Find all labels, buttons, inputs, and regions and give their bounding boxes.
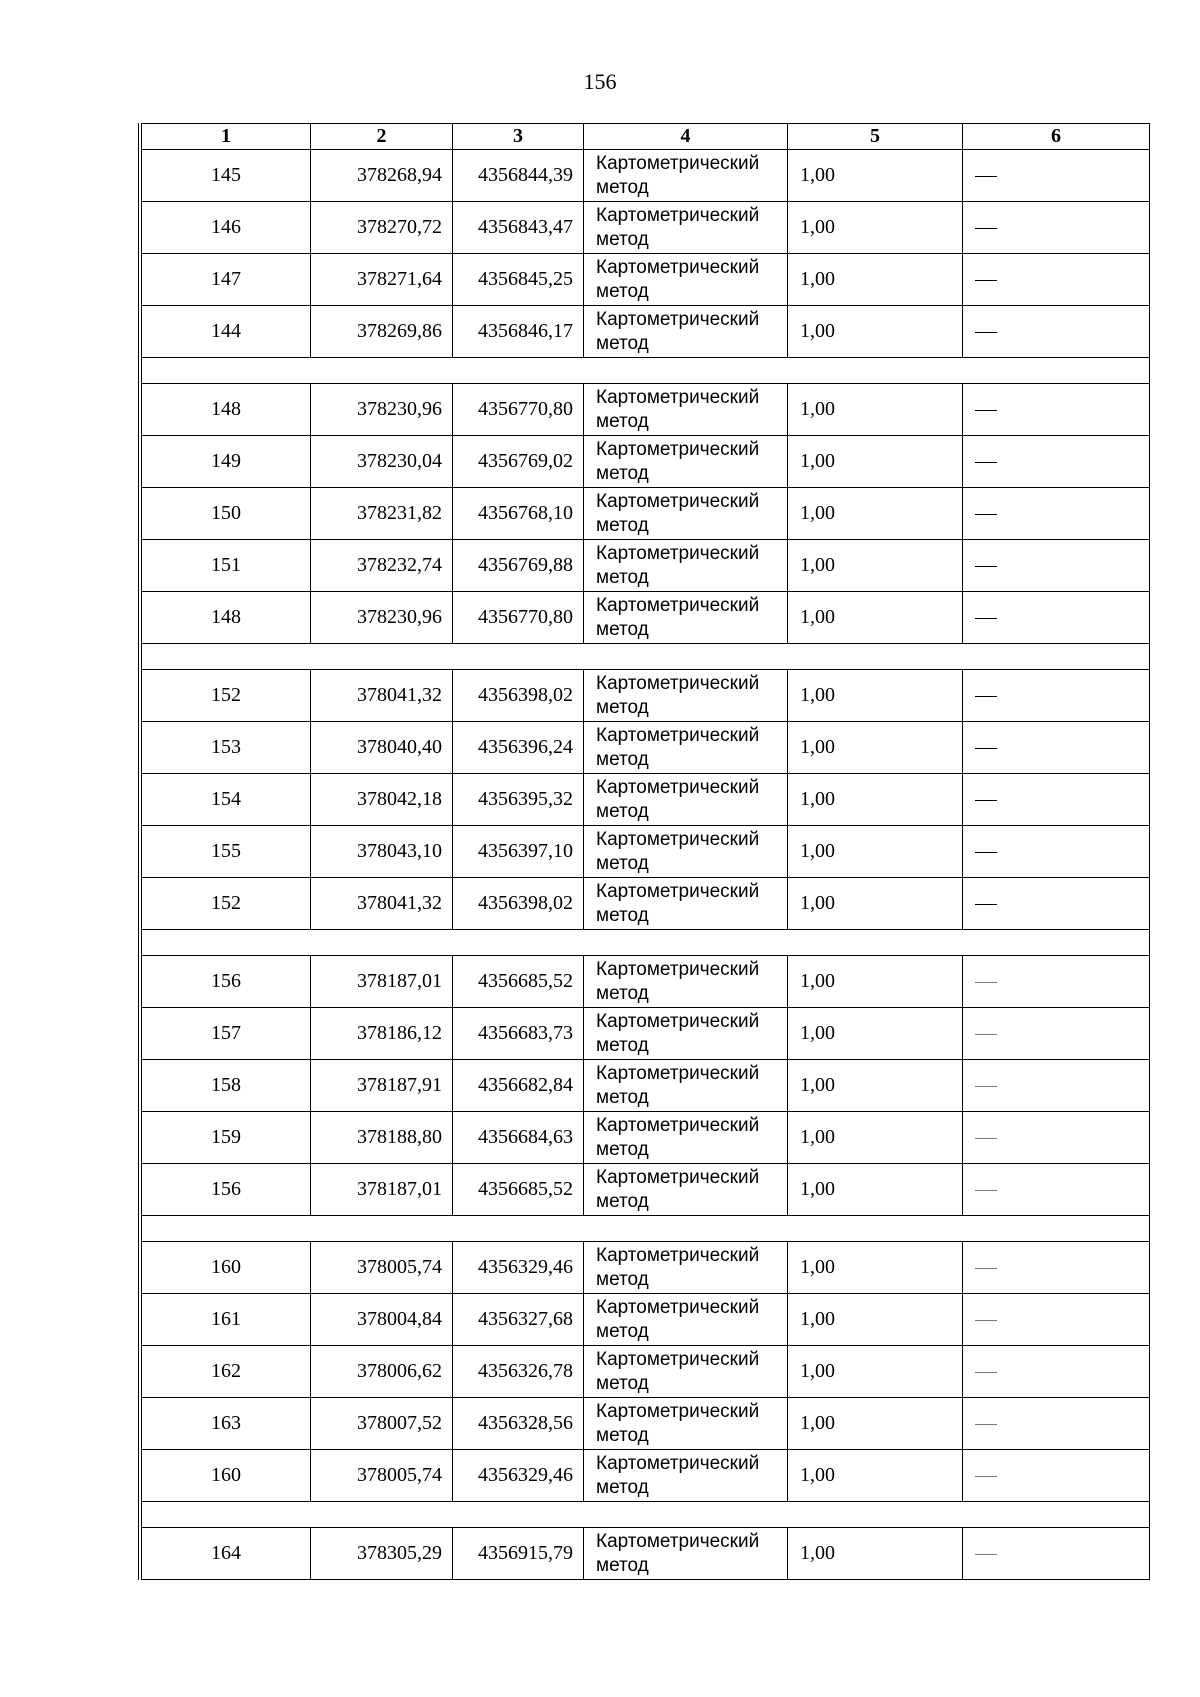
accuracy-cell: 1,00 — [788, 774, 963, 826]
point-number-cell: 154 — [142, 774, 311, 826]
group-separator-row — [142, 1216, 1150, 1242]
method-line-2: метод — [596, 1034, 649, 1056]
method-line-2: метод — [596, 514, 649, 536]
method-cell — [584, 1164, 788, 1216]
method-line-1: Картометрический — [596, 880, 760, 902]
method-line-1: Картометрический — [596, 1114, 760, 1136]
accuracy-cell: 1,00 — [788, 384, 963, 436]
method-cell — [584, 1398, 788, 1450]
dash-mark — [975, 332, 997, 333]
accuracy-cell: 1,00 — [788, 670, 963, 722]
accuracy-cell: 1,00 — [788, 436, 963, 488]
x-coordinate-cell: 378005,74 — [311, 1450, 453, 1502]
table-row — [142, 1008, 1150, 1060]
x-coordinate-cell: 378231,82 — [311, 488, 453, 540]
group-separator-row — [142, 358, 1150, 384]
point-number-cell: 152 — [142, 878, 311, 930]
y-coordinate-cell: 4356398,02 — [453, 878, 584, 930]
method-line-2: метод — [596, 1476, 649, 1498]
point-number-cell: 161 — [142, 1294, 311, 1346]
header-cell: 6 — [963, 124, 1150, 150]
accuracy-cell: 1,00 — [788, 1008, 963, 1060]
point-number-cell: 153 — [142, 722, 311, 774]
table-row — [142, 592, 1150, 644]
x-coordinate-cell: 378230,04 — [311, 436, 453, 488]
x-coordinate-cell: 378004,84 — [311, 1294, 453, 1346]
accuracy-cell: 1,00 — [788, 592, 963, 644]
point-number-cell: 148 — [142, 592, 311, 644]
method-line-2: метод — [596, 800, 649, 822]
method-line-1: Картометрический — [596, 1166, 760, 1188]
accuracy-cell: 1,00 — [788, 1164, 963, 1216]
note-cell — [963, 826, 1150, 878]
table-row — [142, 1528, 1150, 1580]
point-number-cell: 160 — [142, 1450, 311, 1502]
accuracy-cell: 1,00 — [788, 956, 963, 1008]
note-cell — [963, 436, 1150, 488]
accuracy-cell: 1,00 — [788, 1398, 963, 1450]
method-cell — [584, 956, 788, 1008]
y-coordinate-cell: 4356328,56 — [453, 1398, 584, 1450]
table-row — [142, 670, 1150, 722]
accuracy-cell: 1,00 — [788, 150, 963, 202]
dash-mark — [975, 1476, 997, 1477]
point-number-cell: 152 — [142, 670, 311, 722]
accuracy-cell: 1,00 — [788, 1528, 963, 1580]
accuracy-cell: 1,00 — [788, 1112, 963, 1164]
method-line-2: метод — [596, 1424, 649, 1446]
table-row — [142, 384, 1150, 436]
accuracy-cell: 1,00 — [788, 202, 963, 254]
method-cell — [584, 1112, 788, 1164]
point-number-cell: 157 — [142, 1008, 311, 1060]
point-number-cell: 147 — [142, 254, 311, 306]
method-line-1: Картометрический — [596, 1452, 760, 1474]
method-line-1: Картометрический — [596, 1062, 760, 1084]
method-cell — [584, 592, 788, 644]
point-number-cell: 149 — [142, 436, 311, 488]
method-cell — [584, 1450, 788, 1502]
method-line-2: метод — [596, 1268, 649, 1290]
note-cell — [963, 670, 1150, 722]
accuracy-cell: 1,00 — [788, 488, 963, 540]
note-cell — [963, 1164, 1150, 1216]
method-line-2: метод — [596, 176, 649, 198]
accuracy-cell: 1,00 — [788, 826, 963, 878]
dash-mark — [975, 904, 997, 905]
method-cell — [584, 670, 788, 722]
point-number-cell: 158 — [142, 1060, 311, 1112]
method-line-1: Картометрический — [596, 438, 760, 460]
y-coordinate-cell: 4356397,10 — [453, 826, 584, 878]
method-line-1: Картометрический — [596, 386, 760, 408]
note-cell — [963, 1008, 1150, 1060]
method-cell — [584, 384, 788, 436]
y-coordinate-cell: 4356844,39 — [453, 150, 584, 202]
method-cell — [584, 1060, 788, 1112]
x-coordinate-cell: 378007,52 — [311, 1398, 453, 1450]
note-cell — [963, 306, 1150, 358]
dash-mark — [975, 566, 997, 567]
point-number-cell: 150 — [142, 488, 311, 540]
dash-mark — [975, 748, 997, 749]
method-line-2: метод — [596, 280, 649, 302]
table-row — [142, 1294, 1150, 1346]
x-coordinate-cell: 378230,96 — [311, 592, 453, 644]
table-row — [142, 254, 1150, 306]
dash-mark — [975, 618, 997, 619]
group-separator-row — [142, 1502, 1150, 1528]
method-cell — [584, 1528, 788, 1580]
method-cell — [584, 1008, 788, 1060]
table-row — [142, 956, 1150, 1008]
note-cell — [963, 1450, 1150, 1502]
note-cell — [963, 1060, 1150, 1112]
coordinates-table-frame — [138, 123, 1150, 1580]
method-line-2: метод — [596, 1138, 649, 1160]
accuracy-cell: 1,00 — [788, 1060, 963, 1112]
x-coordinate-cell: 378305,29 — [311, 1528, 453, 1580]
y-coordinate-cell: 4356398,02 — [453, 670, 584, 722]
group-separator-cell — [142, 644, 1150, 670]
table-row — [142, 540, 1150, 592]
method-cell — [584, 1242, 788, 1294]
note-cell — [963, 774, 1150, 826]
y-coordinate-cell: 4356769,02 — [453, 436, 584, 488]
x-coordinate-cell: 378006,62 — [311, 1346, 453, 1398]
note-cell — [963, 592, 1150, 644]
dash-mark — [975, 1424, 997, 1425]
point-number-cell: 156 — [142, 956, 311, 1008]
method-line-1: Картометрический — [596, 1296, 760, 1318]
header-cell: 5 — [788, 124, 963, 150]
y-coordinate-cell: 4356329,46 — [453, 1450, 584, 1502]
accuracy-cell: 1,00 — [788, 540, 963, 592]
y-coordinate-cell: 4356768,10 — [453, 488, 584, 540]
method-line-2: метод — [596, 332, 649, 354]
x-coordinate-cell: 378188,80 — [311, 1112, 453, 1164]
y-coordinate-cell: 4356685,52 — [453, 1164, 584, 1216]
point-number-cell: 151 — [142, 540, 311, 592]
x-coordinate-cell: 378269,86 — [311, 306, 453, 358]
x-coordinate-cell: 378041,32 — [311, 670, 453, 722]
x-coordinate-cell: 378230,96 — [311, 384, 453, 436]
note-cell — [963, 150, 1150, 202]
method-line-1: Картометрический — [596, 1400, 760, 1422]
table-row — [142, 202, 1150, 254]
page-number: 156 — [583, 69, 617, 94]
accuracy-cell: 1,00 — [788, 878, 963, 930]
dash-mark — [975, 696, 997, 697]
method-line-2: метод — [596, 1320, 649, 1342]
method-cell — [584, 202, 788, 254]
table-row — [142, 1450, 1150, 1502]
accuracy-cell: 1,00 — [788, 1294, 963, 1346]
accuracy-cell: 1,00 — [788, 722, 963, 774]
x-coordinate-cell: 378040,40 — [311, 722, 453, 774]
x-coordinate-cell: 378186,12 — [311, 1008, 453, 1060]
dash-mark — [975, 1138, 997, 1139]
table-row — [142, 1060, 1150, 1112]
dash-mark — [975, 800, 997, 801]
dash-mark — [975, 280, 997, 281]
note-cell — [963, 488, 1150, 540]
note-cell — [963, 1112, 1150, 1164]
group-separator-cell — [142, 1216, 1150, 1242]
accuracy-cell: 1,00 — [788, 306, 963, 358]
method-cell — [584, 306, 788, 358]
table-row — [142, 1346, 1150, 1398]
method-line-1: Картометрический — [596, 594, 760, 616]
method-line-2: метод — [596, 696, 649, 718]
header-row — [142, 124, 1150, 150]
point-number-cell: 162 — [142, 1346, 311, 1398]
y-coordinate-cell: 4356327,68 — [453, 1294, 584, 1346]
method-cell — [584, 1294, 788, 1346]
accuracy-cell: 1,00 — [788, 254, 963, 306]
note-cell — [963, 1398, 1150, 1450]
point-number-cell: 148 — [142, 384, 311, 436]
accuracy-cell: 1,00 — [788, 1242, 963, 1294]
point-number-cell: 164 — [142, 1528, 311, 1580]
y-coordinate-cell: 4356395,32 — [453, 774, 584, 826]
point-number-cell: 155 — [142, 826, 311, 878]
x-coordinate-cell: 378005,74 — [311, 1242, 453, 1294]
x-coordinate-cell: 378268,94 — [311, 150, 453, 202]
x-coordinate-cell: 378187,91 — [311, 1060, 453, 1112]
method-line-1: Картометрический — [596, 776, 760, 798]
y-coordinate-cell: 4356683,73 — [453, 1008, 584, 1060]
y-coordinate-cell: 4356682,84 — [453, 1060, 584, 1112]
method-line-1: Картометрический — [596, 1010, 760, 1032]
y-coordinate-cell: 4356326,78 — [453, 1346, 584, 1398]
point-number-cell: 163 — [142, 1398, 311, 1450]
group-separator-cell — [142, 1502, 1150, 1528]
dash-mark — [975, 1034, 997, 1035]
method-line-2: метод — [596, 566, 649, 588]
method-line-1: Картометрический — [596, 308, 760, 330]
y-coordinate-cell: 4356685,52 — [453, 956, 584, 1008]
y-coordinate-cell: 4356329,46 — [453, 1242, 584, 1294]
header-cell: 1 — [142, 124, 311, 150]
dash-mark — [975, 1320, 997, 1321]
y-coordinate-cell: 4356770,80 — [453, 592, 584, 644]
method-line-1: Картометрический — [596, 958, 760, 980]
table-row — [142, 150, 1150, 202]
table-row — [142, 1398, 1150, 1450]
dash-mark — [975, 982, 997, 983]
group-separator-cell — [142, 930, 1150, 956]
method-line-1: Картометрический — [596, 828, 760, 850]
dash-mark — [975, 852, 997, 853]
table-row — [142, 1164, 1150, 1216]
table-row — [142, 1112, 1150, 1164]
y-coordinate-cell: 4356769,88 — [453, 540, 584, 592]
point-number-cell: 145 — [142, 150, 311, 202]
note-cell — [963, 540, 1150, 592]
method-line-2: метод — [596, 228, 649, 250]
dash-mark — [975, 228, 997, 229]
method-line-2: метод — [596, 462, 649, 484]
table-row — [142, 1242, 1150, 1294]
note-cell — [963, 384, 1150, 436]
dash-mark — [975, 514, 997, 515]
header-cell: 4 — [584, 124, 788, 150]
method-cell — [584, 488, 788, 540]
dash-mark — [975, 410, 997, 411]
point-number-cell: 159 — [142, 1112, 311, 1164]
method-line-2: метод — [596, 748, 649, 770]
note-cell — [963, 878, 1150, 930]
note-cell — [963, 1242, 1150, 1294]
method-cell — [584, 722, 788, 774]
note-cell — [963, 956, 1150, 1008]
dash-mark — [975, 1086, 997, 1087]
method-cell — [584, 878, 788, 930]
y-coordinate-cell: 4356843,47 — [453, 202, 584, 254]
accuracy-cell: 1,00 — [788, 1450, 963, 1502]
x-coordinate-cell: 378187,01 — [311, 1164, 453, 1216]
y-coordinate-cell: 4356846,17 — [453, 306, 584, 358]
dash-mark — [975, 1190, 997, 1191]
dash-mark — [975, 176, 997, 177]
x-coordinate-cell: 378041,32 — [311, 878, 453, 930]
point-number-cell: 144 — [142, 306, 311, 358]
group-separator-cell — [142, 358, 1150, 384]
y-coordinate-cell: 4356845,25 — [453, 254, 584, 306]
table-row — [142, 488, 1150, 540]
method-cell — [584, 540, 788, 592]
table-row — [142, 774, 1150, 826]
method-line-2: метод — [596, 1086, 649, 1108]
y-coordinate-cell: 4356770,80 — [453, 384, 584, 436]
method-line-2: метод — [596, 1190, 649, 1212]
table-row — [142, 436, 1150, 488]
method-line-1: Картометрический — [596, 1244, 760, 1266]
method-cell — [584, 826, 788, 878]
method-line-1: Картометрический — [596, 152, 760, 174]
method-line-1: Картометрический — [596, 1530, 760, 1552]
note-cell — [963, 254, 1150, 306]
method-cell — [584, 150, 788, 202]
method-line-2: метод — [596, 1372, 649, 1394]
method-cell — [584, 774, 788, 826]
y-coordinate-cell: 4356915,79 — [453, 1528, 584, 1580]
method-line-1: Картометрический — [596, 542, 760, 564]
method-line-1: Картометрический — [596, 256, 760, 278]
method-cell — [584, 254, 788, 306]
point-number-cell: 146 — [142, 202, 311, 254]
dash-mark — [975, 1372, 997, 1373]
group-separator-row — [142, 644, 1150, 670]
method-line-2: метод — [596, 618, 649, 640]
method-line-1: Картометрический — [596, 490, 760, 512]
header-cell: 3 — [453, 124, 584, 150]
table-row — [142, 722, 1150, 774]
table-body — [142, 150, 1150, 1580]
method-line-1: Картометрический — [596, 724, 760, 746]
method-line-1: Картометрический — [596, 672, 760, 694]
x-coordinate-cell: 378042,18 — [311, 774, 453, 826]
method-cell — [584, 1346, 788, 1398]
accuracy-cell: 1,00 — [788, 1346, 963, 1398]
method-cell — [584, 436, 788, 488]
note-cell — [963, 722, 1150, 774]
x-coordinate-cell: 378270,72 — [311, 202, 453, 254]
note-cell — [963, 1346, 1150, 1398]
note-cell — [963, 1528, 1150, 1580]
method-line-2: метод — [596, 410, 649, 432]
coordinates-table — [141, 123, 1150, 1580]
x-coordinate-cell: 378187,01 — [311, 956, 453, 1008]
x-coordinate-cell: 378232,74 — [311, 540, 453, 592]
method-line-2: метод — [596, 852, 649, 874]
note-cell — [963, 1294, 1150, 1346]
table-row — [142, 878, 1150, 930]
point-number-cell: 156 — [142, 1164, 311, 1216]
x-coordinate-cell: 378043,10 — [311, 826, 453, 878]
note-cell — [963, 202, 1150, 254]
method-line-2: метод — [596, 1554, 649, 1576]
dash-mark — [975, 1268, 997, 1269]
method-line-2: метод — [596, 904, 649, 926]
dash-mark — [975, 462, 997, 463]
dash-mark — [975, 1554, 997, 1555]
table-row — [142, 306, 1150, 358]
table-row — [142, 826, 1150, 878]
method-line-2: метод — [596, 982, 649, 1004]
point-number-cell: 160 — [142, 1242, 311, 1294]
y-coordinate-cell: 4356684,63 — [453, 1112, 584, 1164]
method-line-1: Картометрический — [596, 204, 760, 226]
header-cell: 2 — [311, 124, 453, 150]
x-coordinate-cell: 378271,64 — [311, 254, 453, 306]
method-line-1: Картометрический — [596, 1348, 760, 1370]
y-coordinate-cell: 4356396,24 — [453, 722, 584, 774]
group-separator-row — [142, 930, 1150, 956]
